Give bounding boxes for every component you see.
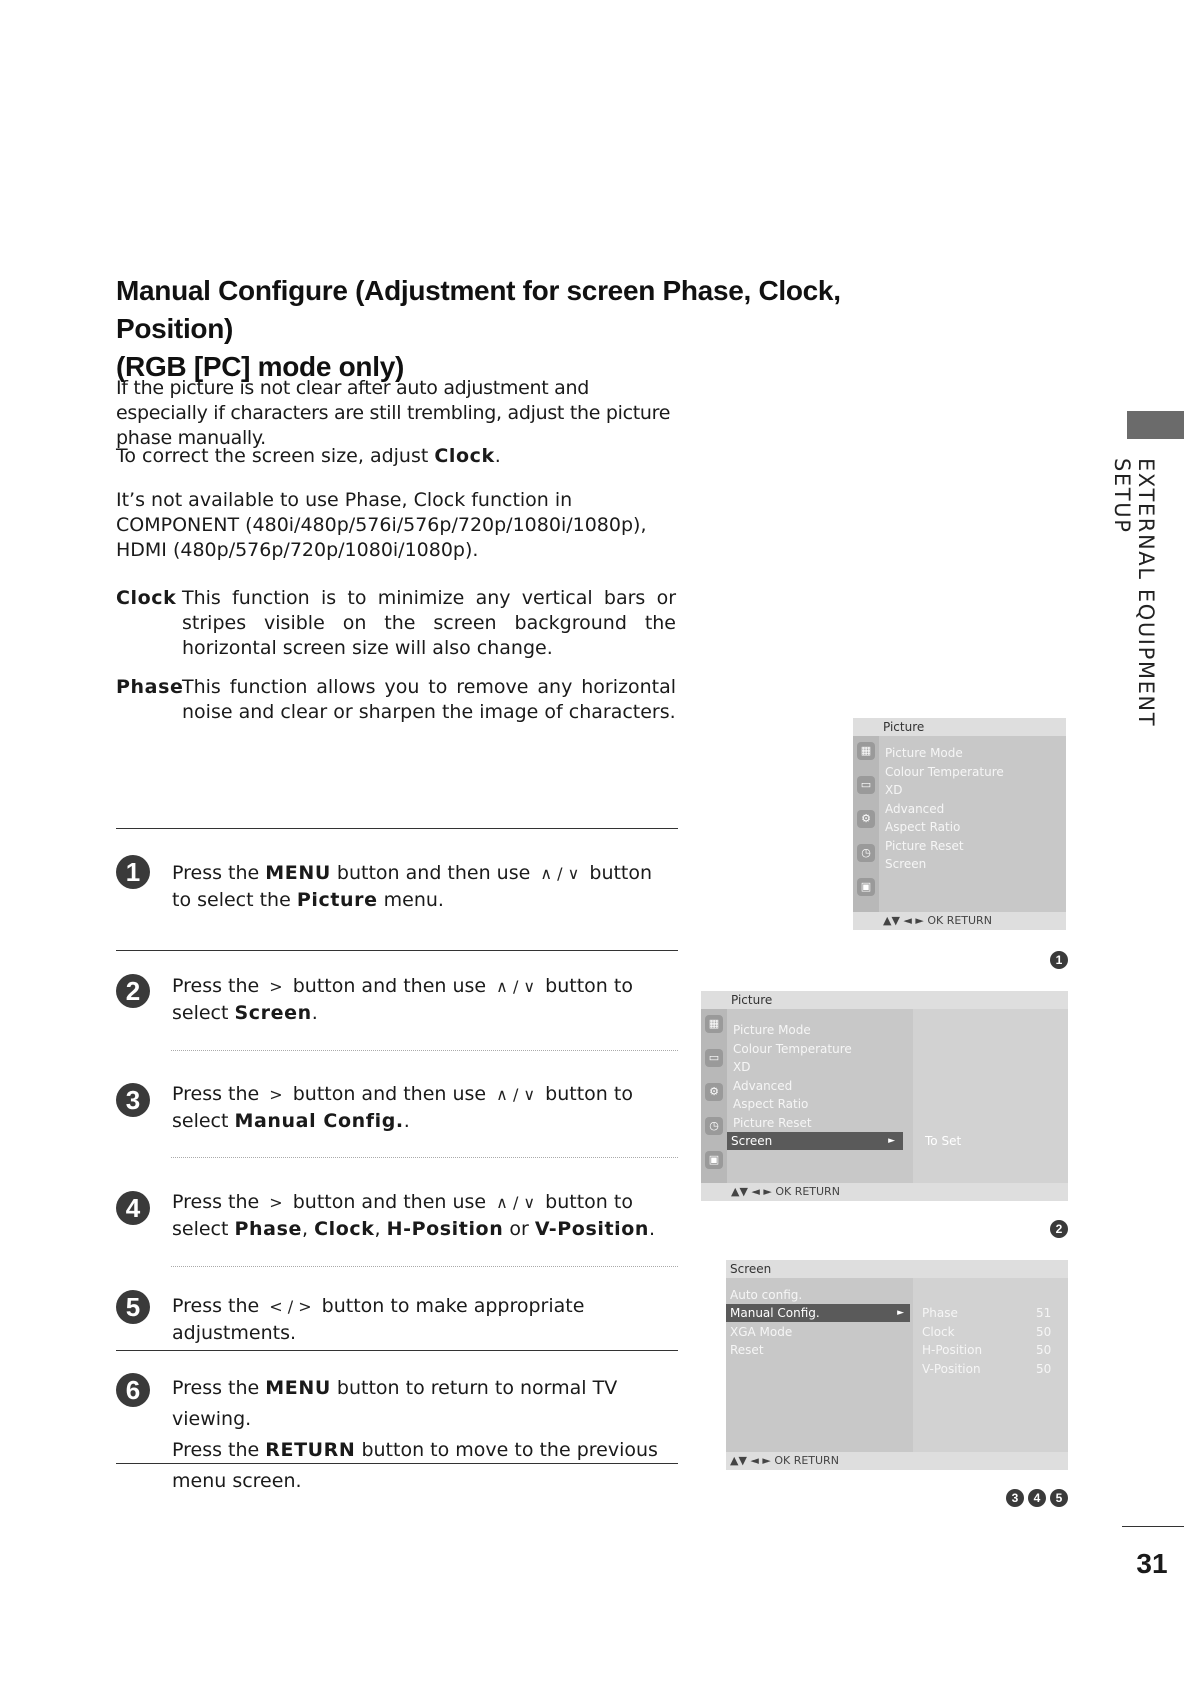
osd-sub-label[interactable]: V-Position [922, 1362, 981, 1376]
osd-sub-label[interactable]: Phase [922, 1306, 958, 1320]
osd-item-label: Manual Config. [730, 1306, 820, 1320]
figure-badge: 1 [1050, 951, 1068, 969]
osd-item-selected[interactable] [726, 1304, 910, 1322]
divider [116, 950, 678, 951]
osd-footer: ▲▼ ◄ ► OK RETURN [726, 1452, 1068, 1470]
osd-submenu-panel [913, 1009, 1068, 1183]
osd-sub-value: 51 [1036, 1306, 1052, 1320]
divider [116, 1350, 678, 1351]
osd-footer: ▲▼ ◄ ► OK RETURN [853, 912, 1066, 930]
osd-item[interactable]: Picture Reset [885, 839, 964, 853]
step-2-text: Press the > button and then use ∧ / ∨ button to select Screen. [172, 975, 633, 1024]
intro-paragraph: If the picture is not clear after auto adjustment and especially if characters are still trembling, adjust the picture phase manually. [116, 377, 671, 449]
osd-sub-value: 50 [1036, 1325, 1052, 1339]
osd-footer: ▲▼ ◄ ► OK RETURN [701, 1183, 1068, 1201]
correct-paragraph [116, 444, 676, 469]
step-number: 6 [116, 1373, 150, 1407]
correct-keyword: Clock [434, 445, 495, 467]
correct-prefix: To correct the screen size, adjust [116, 445, 435, 467]
correct-suffix: . [494, 445, 501, 467]
osd-item[interactable]: Picture Reset [733, 1116, 812, 1130]
step-6-text: Press the MENU button to return to normal TV viewing. Press the RETURN button to move to the previous menu screen. [172, 1377, 658, 1492]
osd-sub-label[interactable]: Clock [922, 1325, 955, 1339]
osd-sub-value: 50 [1036, 1343, 1052, 1357]
divider [116, 1463, 678, 1464]
step-number: 5 [116, 1290, 150, 1324]
step-3-text: Press the > button and then use ∧ / ∨ button to select Manual Config.. [172, 1083, 633, 1132]
page-number-rule [1122, 1526, 1184, 1527]
osd-submenu-label: To Set [925, 1134, 962, 1148]
osd-screen-menu [726, 1260, 1068, 1470]
up-down-arrows-icon: ∧ / ∨ [496, 977, 536, 996]
definition-text: This function allows you to remove any horizontal noise and clear or sharpen the image of characters. [182, 676, 676, 723]
figure-badge: 5 [1050, 1489, 1068, 1507]
osd-item[interactable]: Colour Temperature [885, 765, 1004, 779]
osd-item[interactable]: Auto config. [730, 1288, 803, 1302]
osd-sub-label[interactable]: H-Position [922, 1343, 983, 1357]
osd-icon-column [853, 736, 879, 912]
right-arrow-icon: > [269, 977, 283, 996]
osd-icon-column [701, 1009, 727, 1183]
gear-icon: ⚙ [857, 810, 875, 828]
step-number: 1 [116, 855, 150, 889]
gear-icon: ⚙ [705, 1083, 723, 1101]
figure-badge: 4 [1028, 1489, 1046, 1507]
dotted-divider [171, 1157, 678, 1158]
page-title [116, 272, 936, 386]
page-number: 31 [1136, 1548, 1168, 1579]
osd-sub-value: 50 [1036, 1362, 1052, 1376]
figure-badge: 3 [1006, 1489, 1024, 1507]
definition-clock [116, 586, 676, 661]
osd-item[interactable]: Colour Temperature [733, 1042, 852, 1056]
picture-icon: ▦ [705, 1015, 723, 1033]
title-line-1: Manual Configure (Adjustment for screen Phase, Clock, Position) [116, 275, 841, 344]
up-down-arrows-icon: ∧ / ∨ [496, 1193, 536, 1212]
definition-text: This function is to minimize any vertical bars or stripes visible on the screen background the horizontal screen size will also change. [182, 587, 676, 659]
step-1-text: Press the MENU button and then use ∧ / ∨ button to select the Picture menu. [172, 862, 653, 911]
osd-item[interactable]: XD [885, 783, 903, 797]
play-arrow-icon: ► [897, 1308, 904, 1318]
section-tab [1127, 411, 1184, 439]
osd-item[interactable]: Advanced [733, 1079, 793, 1093]
dotted-divider [171, 1266, 678, 1267]
osd-item[interactable]: XGA Mode [730, 1325, 793, 1339]
step-4-text: Press the > button and then use ∧ / ∨ button to select Phase, Clock, H-Position or V-Position. [172, 1191, 656, 1240]
definition-term: Clock [116, 587, 177, 609]
osd-item[interactable]: Advanced [885, 802, 945, 816]
definitions [116, 586, 676, 739]
definition-term: Phase [116, 676, 184, 698]
screen-icon: ▭ [705, 1049, 723, 1067]
left-right-arrows-icon: < / > [269, 1297, 312, 1316]
clock-icon: ◷ [705, 1117, 723, 1135]
osd-header: Screen [726, 1260, 1068, 1278]
up-down-arrows-icon: ∧ / ∨ [540, 864, 580, 883]
title-line-2: (RGB [PC] mode only) [116, 351, 404, 382]
osd-header: Picture [701, 991, 1068, 1009]
picture-icon: ▦ [857, 742, 875, 760]
clock-icon: ◷ [857, 844, 875, 862]
osd-item-label: Screen [731, 1134, 773, 1148]
osd-item[interactable]: Reset [730, 1343, 764, 1357]
osd-item[interactable]: Screen [885, 857, 927, 871]
right-arrow-icon: > [269, 1085, 283, 1104]
osd-item-selected[interactable] [727, 1132, 903, 1150]
play-arrow-icon: ► [888, 1136, 895, 1146]
screen-icon: ▭ [857, 776, 875, 794]
osd-item[interactable]: Picture Mode [885, 746, 963, 760]
definition-phase [116, 675, 676, 725]
osd-item[interactable]: Aspect Ratio [885, 820, 961, 834]
osd-item[interactable]: Aspect Ratio [733, 1097, 809, 1111]
section-label: EXTERNAL EQUIPMENT SETUP [1110, 458, 1158, 728]
lock-icon: ▣ [705, 1151, 723, 1169]
figure-badge: 2 [1050, 1220, 1068, 1238]
divider [116, 828, 678, 829]
right-arrow-icon: > [269, 1193, 283, 1212]
step-number: 3 [116, 1083, 150, 1117]
osd-item[interactable]: XD [733, 1060, 751, 1074]
up-down-arrows-icon: ∧ / ∨ [496, 1085, 536, 1104]
step-number: 2 [116, 974, 150, 1008]
dotted-divider [171, 1050, 678, 1051]
step-number: 4 [116, 1191, 150, 1225]
osd-header: Picture [853, 718, 1066, 736]
lock-icon: ▣ [857, 878, 875, 896]
osd-picture-menu [853, 718, 1066, 930]
not-available-paragraph: It’s not available to use Phase, Clock function in COMPONENT (480i/480p/576i/576p/720p/1080i/1080p), HDMI (480p/576p/720p/1080i/1080p). [116, 489, 647, 561]
step-5-text: Press the < / > button to make appropriate adjustments. [172, 1295, 585, 1344]
osd-picture-menu-screen [701, 991, 1068, 1201]
osd-item[interactable]: Picture Mode [733, 1023, 811, 1037]
